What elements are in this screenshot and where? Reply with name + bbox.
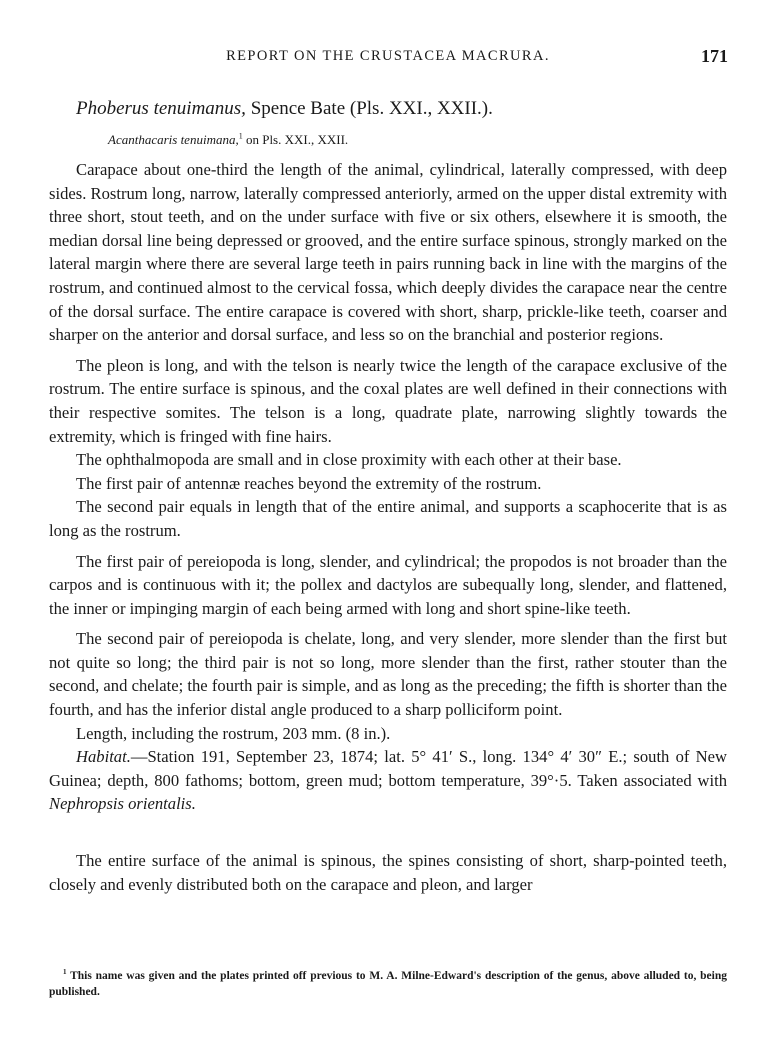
paragraph-other-pereiopoda: The second pair of pereiopoda is chelate, long, and very slender, more slender than the first but not quite so long; the third pair is not so long, more slender than the first, rather stouter than the second, and chelate; the fourth pair is simple, and as long as the preceding; the fifth is shorter than the fourth, and has the inferior distal angle produced to a sharp polliciform point. [49,629,727,720]
page-number: 171 [701,46,728,66]
body-text [49,158,727,896]
synonym-name: Acanthacaris tenuimana, [108,132,239,147]
species-authority: Spence Bate (Pls. XXI., XXII.). [245,98,493,119]
paragraph-length: Length, including the rostrum, 203 mm. (8 in.). [76,723,391,743]
paragraph-surface: The entire surface of the animal is spinous, the spines consisting of short, sharp-pointed teeth, closely and evenly distributed both on the carapace and pleon, and larger [49,851,727,894]
paragraph-first-pereiopoda: The first pair of pereiopoda is long, slender, and cylindrical; the propodos is not broader than the carpos and is continuous with it; the pollex and dactylos are subequally long, slender, and flattened, the inner or impinging margin of each being armed with long and short spine-like teeth. [49,551,727,618]
footnote-text: This name was given and the plates printed off previous to M. A. Milne-Edward's description of the genus, above alluded to, being published. [49,970,727,998]
paragraph-pleon: The pleon is long, and with the telson is nearly twice the length of the carapace exclusive of the rostrum. The entire surface is spinous, and the coxal plates are well defined in their connections with their respective somites. The telson is a long, quadrate plate, narrowing slightly towards the extremity, which is fringed with fine hairs. [49,355,727,446]
paragraph-carapace: Carapace about one-third the length of the animal, cylindrical, laterally compressed, with deep sides. Rostrum long, narrow, laterally compressed anteriorly, armed on the upper distal extremity with three short, stout teeth, and on the under surface with five or six others, elsewhere it is smooth, the median dorsal line being depressed or grooved, and the entire surface spinous, strongly marked on the lateral margin where there are several large teeth in pairs running back in line with the margins of the rostrum, and continued almost to the cervical fossa, which deeply divides the carapace near the centre of the dorsal surface. The entire carapace is covered with short, sharp, prickle-like teeth, coarser and sharper on the anterior and dorsal surface, and less so on the branchial and posterior regions. [49,160,727,345]
synonym-line [108,132,348,148]
habitat-label: Habitat. [76,747,131,767]
paragraph-ophthalmopoda: The ophthalmopoda are small and in close proximity with each other at their base. [76,450,622,470]
paragraph-second-antennae: The second pair equals in length that of the entire animal, and supports a scaphocerite that is as long as the rostrum. [49,497,727,540]
running-title: REPORT ON THE CRUSTACEA MACRURA. [226,48,550,64]
species-name: Phoberus tenuimanus, [76,98,246,119]
species-heading [76,98,493,120]
footnote [49,968,727,1000]
running-header [48,46,728,70]
paragraph-habitat [49,745,727,816]
footnote-reference: 1 [238,131,243,141]
footnote-mark: 1 [63,968,67,977]
synonym-plates: on Pls. XXI., XXII. [242,132,349,147]
paragraph-first-antennae: The first pair of antennæ reaches beyond the extremity of the rostrum. [76,473,542,493]
habitat-text: —Station 191, September 23, 1874; lat. 5° 41′ S., long. 134° 4′ 30″ E.; south of New Guinea; depth, 800 fathoms; bottom, green mud; bottom temperature, 39°·5. Taken associated with [49,747,727,790]
habitat-species: Nephropsis orientalis. [49,794,196,814]
